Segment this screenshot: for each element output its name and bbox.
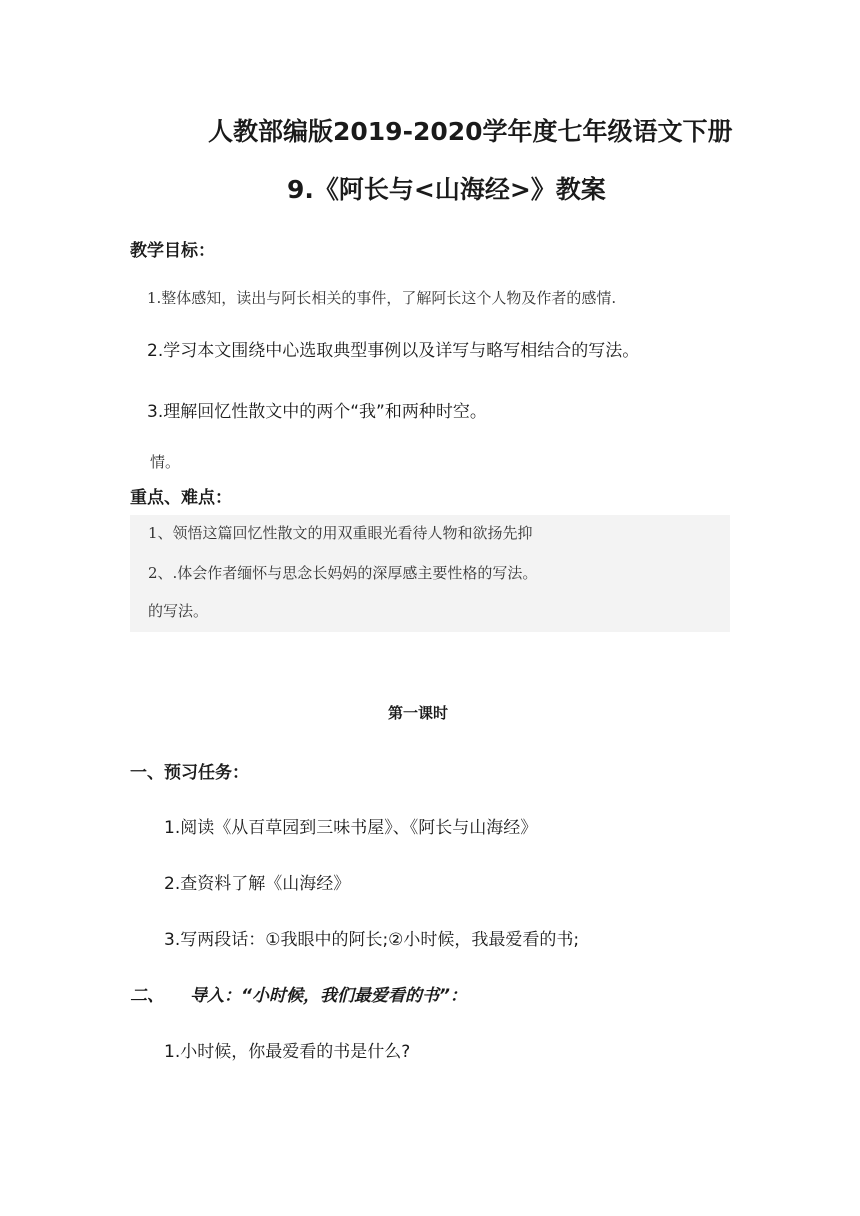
key-points-heading: 重点、难点： <box>130 488 232 508</box>
key-point-item: 2、.体会作者缅怀与思念长妈妈的深厚感主要性格的写法。 <box>148 564 538 582</box>
objective-item: 3.理解回忆性散文中的两个“我”和两种时空。 <box>147 402 487 422</box>
objective-item: 2.学习本文围绕中心选取典型事例以及详写与略写相结合的写法。 <box>147 341 640 361</box>
document-subtitle: 9.《阿长与<山海经>》教案 <box>287 175 606 204</box>
preview-item: 3.写两段话：①我眼中的阿长;②小时候，我最爱看的书; <box>164 930 580 950</box>
intro-heading-row <box>130 981 467 1006</box>
preview-heading: 一、预习任务： <box>130 763 249 783</box>
key-point-item: 1、领悟这篇回忆性散文的用双重眼光看待人物和欲扬先抑 <box>148 524 533 542</box>
objective-item: 1.整体感知，读出与阿长相关的事件，了解阿长这个人物及作者的感情. <box>147 289 617 307</box>
stray-text: 情。 <box>150 453 181 471</box>
intro-item: 1.小时候，你最爱看的书是什么? <box>164 1042 411 1062</box>
lesson-title: 第一课时 <box>388 704 449 722</box>
key-point-item: 的写法。 <box>148 602 209 620</box>
preview-item: 2.查资料了解《山海经》 <box>164 874 351 894</box>
preview-item: 1.阅读《从百草园到三味书屋》、《阿长与山海经》 <box>164 818 538 838</box>
objectives-heading: 教学目标： <box>130 241 215 261</box>
document-title: 人教部编版2019-2020学年度七年级语文下册 <box>208 117 733 146</box>
intro-heading: 导入：“小时候，我们最爱看的书”： <box>190 986 467 1006</box>
intro-number: 二、 <box>130 986 164 1006</box>
